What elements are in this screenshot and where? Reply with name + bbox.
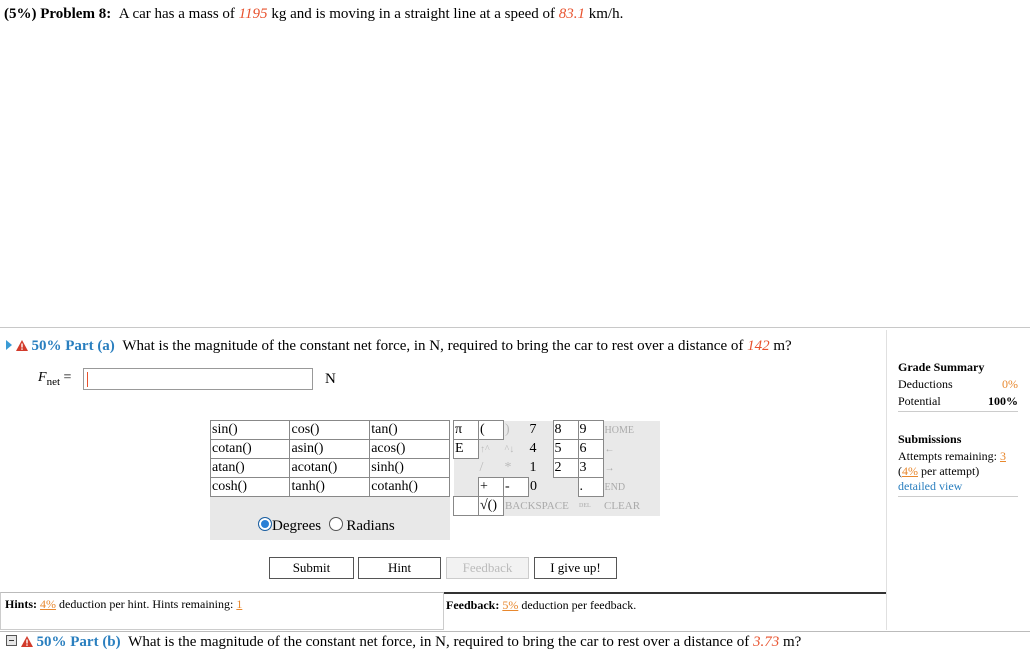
key-8[interactable]: 8 bbox=[553, 421, 578, 440]
key-sinh[interactable]: sinh() bbox=[370, 459, 450, 478]
attempts-label: Attempts remaining: bbox=[898, 449, 997, 463]
problem-statement bbox=[4, 6, 623, 23]
variable-subscript: net bbox=[46, 375, 61, 388]
key-blank-1 bbox=[454, 459, 479, 478]
problem-text-b: kg and is moving in a straight line at a speed of bbox=[271, 6, 556, 22]
key-del[interactable]: DEL bbox=[578, 497, 603, 516]
grade-summary bbox=[898, 360, 1018, 497]
key-divide[interactable]: / bbox=[479, 459, 504, 478]
key-clear[interactable]: CLEAR bbox=[603, 497, 660, 516]
key-down-exp[interactable]: ^↓ bbox=[504, 440, 529, 459]
angle-mode bbox=[258, 517, 395, 535]
variable-label bbox=[38, 370, 71, 388]
hints-pct: 4% bbox=[40, 597, 57, 611]
part-a-unit: m? bbox=[773, 338, 792, 354]
part-a-question: What is the magnitude of the constant net force, in N, required to bring the car to rest over a distance of bbox=[122, 338, 744, 354]
key-up-exp[interactable]: ↑^ bbox=[479, 440, 504, 459]
key-plus[interactable]: + bbox=[479, 478, 504, 497]
answer-unit: N bbox=[325, 371, 336, 387]
function-panel bbox=[210, 420, 450, 540]
submissions-title: Submissions bbox=[898, 432, 962, 446]
section-divider bbox=[0, 327, 1030, 328]
key-tanh[interactable]: tanh() bbox=[290, 478, 370, 497]
part-b-question: What is the magnitude of the constant net force, in N, required to bring the car to rest over a distance of bbox=[128, 634, 750, 650]
attempts-value: 3 bbox=[999, 449, 1006, 463]
potential-value: 100% bbox=[988, 394, 1018, 408]
warning-icon bbox=[16, 340, 28, 351]
part-b-divider bbox=[0, 631, 1030, 632]
submit-button[interactable]: Submit bbox=[269, 557, 354, 579]
key-home[interactable]: HOME bbox=[603, 421, 660, 440]
part-a-label: 50% Part (a) bbox=[31, 338, 115, 354]
key-blank-2 bbox=[454, 478, 479, 497]
number-keypad bbox=[453, 420, 661, 516]
per-attempt-row: (4% per attempt) bbox=[898, 464, 980, 478]
hints-remaining: 1 bbox=[236, 597, 243, 611]
detailed-view-link[interactable]: detailed view bbox=[898, 479, 1018, 497]
key-1[interactable]: 1 bbox=[529, 459, 554, 478]
key-end[interactable]: END bbox=[603, 478, 660, 497]
key-close-paren[interactable]: ) bbox=[504, 421, 529, 440]
problem-text-a: A car has a mass of bbox=[118, 6, 235, 22]
key-blank-3 bbox=[454, 497, 479, 516]
key-9[interactable]: 9 bbox=[578, 421, 603, 440]
key-cos[interactable]: cos() bbox=[290, 421, 370, 440]
key-cotan[interactable]: cotan() bbox=[211, 440, 290, 459]
equals-sign: = bbox=[60, 370, 72, 385]
part-b-unit: m? bbox=[782, 634, 802, 650]
per-attempt-pct: 4% bbox=[902, 464, 918, 478]
key-pi[interactable]: π bbox=[454, 421, 479, 440]
answer-input[interactable] bbox=[83, 368, 313, 390]
problem-text-c: km/h. bbox=[588, 6, 624, 22]
key-backspace[interactable]: BACKSPACE bbox=[504, 497, 579, 516]
problem-number: (5%) Problem 8: bbox=[4, 6, 112, 22]
variable-symbol: F bbox=[38, 370, 47, 385]
key-tan[interactable]: tan() bbox=[370, 421, 450, 440]
hints-label: Hints: bbox=[5, 597, 38, 611]
part-b-distance: 3.73 bbox=[752, 634, 780, 650]
part-b-header[interactable] bbox=[6, 634, 801, 651]
grade-title: Grade Summary bbox=[898, 360, 985, 374]
radians-radio[interactable] bbox=[329, 517, 343, 531]
key-4[interactable]: 4 bbox=[529, 440, 554, 459]
feedback-label: Feedback: bbox=[446, 598, 500, 612]
feedback-text: deduction per feedback. bbox=[521, 598, 637, 612]
hints-line bbox=[5, 597, 242, 612]
mass-value: 1195 bbox=[238, 6, 268, 22]
deductions-label: Deductions bbox=[898, 377, 953, 391]
key-decimal[interactable]: . bbox=[578, 478, 603, 497]
per-attempt-text: per attempt) bbox=[921, 464, 980, 478]
hint-button[interactable]: Hint bbox=[358, 557, 441, 579]
key-right-arrow[interactable]: → bbox=[603, 459, 660, 478]
speed-value: 83.1 bbox=[558, 6, 586, 22]
key-asin[interactable]: asin() bbox=[290, 440, 370, 459]
key-cosh[interactable]: cosh() bbox=[211, 478, 290, 497]
sidebar-divider bbox=[886, 330, 887, 630]
part-a-distance: 142 bbox=[747, 338, 770, 354]
key-cotanh[interactable]: cotanh() bbox=[370, 478, 450, 497]
key-0[interactable]: 0 bbox=[529, 478, 579, 497]
key-acos[interactable]: acos() bbox=[370, 440, 450, 459]
key-6[interactable]: 6 bbox=[578, 440, 603, 459]
warning-icon bbox=[21, 636, 33, 647]
give-up-button[interactable]: I give up! bbox=[534, 557, 617, 579]
collapse-icon[interactable] bbox=[6, 635, 17, 646]
attempts-row bbox=[898, 449, 1018, 464]
expand-arrow-icon[interactable] bbox=[6, 340, 12, 350]
deductions-row bbox=[898, 377, 1018, 392]
key-5[interactable]: 5 bbox=[553, 440, 578, 459]
feedback-pct: 5% bbox=[502, 598, 519, 612]
key-2[interactable]: 2 bbox=[553, 459, 578, 478]
key-sin[interactable]: sin() bbox=[211, 421, 290, 440]
key-left-arrow[interactable]: ← bbox=[603, 440, 660, 459]
key-3[interactable]: 3 bbox=[578, 459, 603, 478]
degrees-label: Degrees bbox=[272, 518, 322, 534]
feedback-panel bbox=[444, 592, 886, 630]
potential-label: Potential bbox=[898, 394, 941, 408]
feedback-button[interactable]: Feedback bbox=[446, 557, 529, 579]
key-acotan[interactable]: acotan() bbox=[290, 459, 370, 478]
part-a-header[interactable] bbox=[6, 338, 792, 355]
key-e[interactable]: E bbox=[454, 440, 479, 459]
function-grid bbox=[210, 420, 450, 497]
feedback-line bbox=[446, 598, 636, 613]
key-7[interactable]: 7 bbox=[529, 421, 554, 440]
potential-row bbox=[898, 394, 1018, 412]
hints-panel bbox=[0, 592, 444, 630]
hints-text: deduction per hint. Hints remaining: bbox=[59, 597, 234, 611]
part-b-label: 50% Part (b) bbox=[36, 634, 121, 650]
degrees-radio[interactable] bbox=[258, 517, 272, 531]
key-atan[interactable]: atan() bbox=[211, 459, 290, 478]
radians-label: Radians bbox=[346, 518, 395, 534]
key-multiply[interactable]: * bbox=[504, 459, 529, 478]
key-sqrt[interactable]: √() bbox=[479, 497, 504, 516]
key-minus[interactable]: - bbox=[504, 478, 529, 497]
key-open-paren[interactable]: ( bbox=[479, 421, 504, 440]
deductions-value: 0% bbox=[1002, 377, 1018, 391]
